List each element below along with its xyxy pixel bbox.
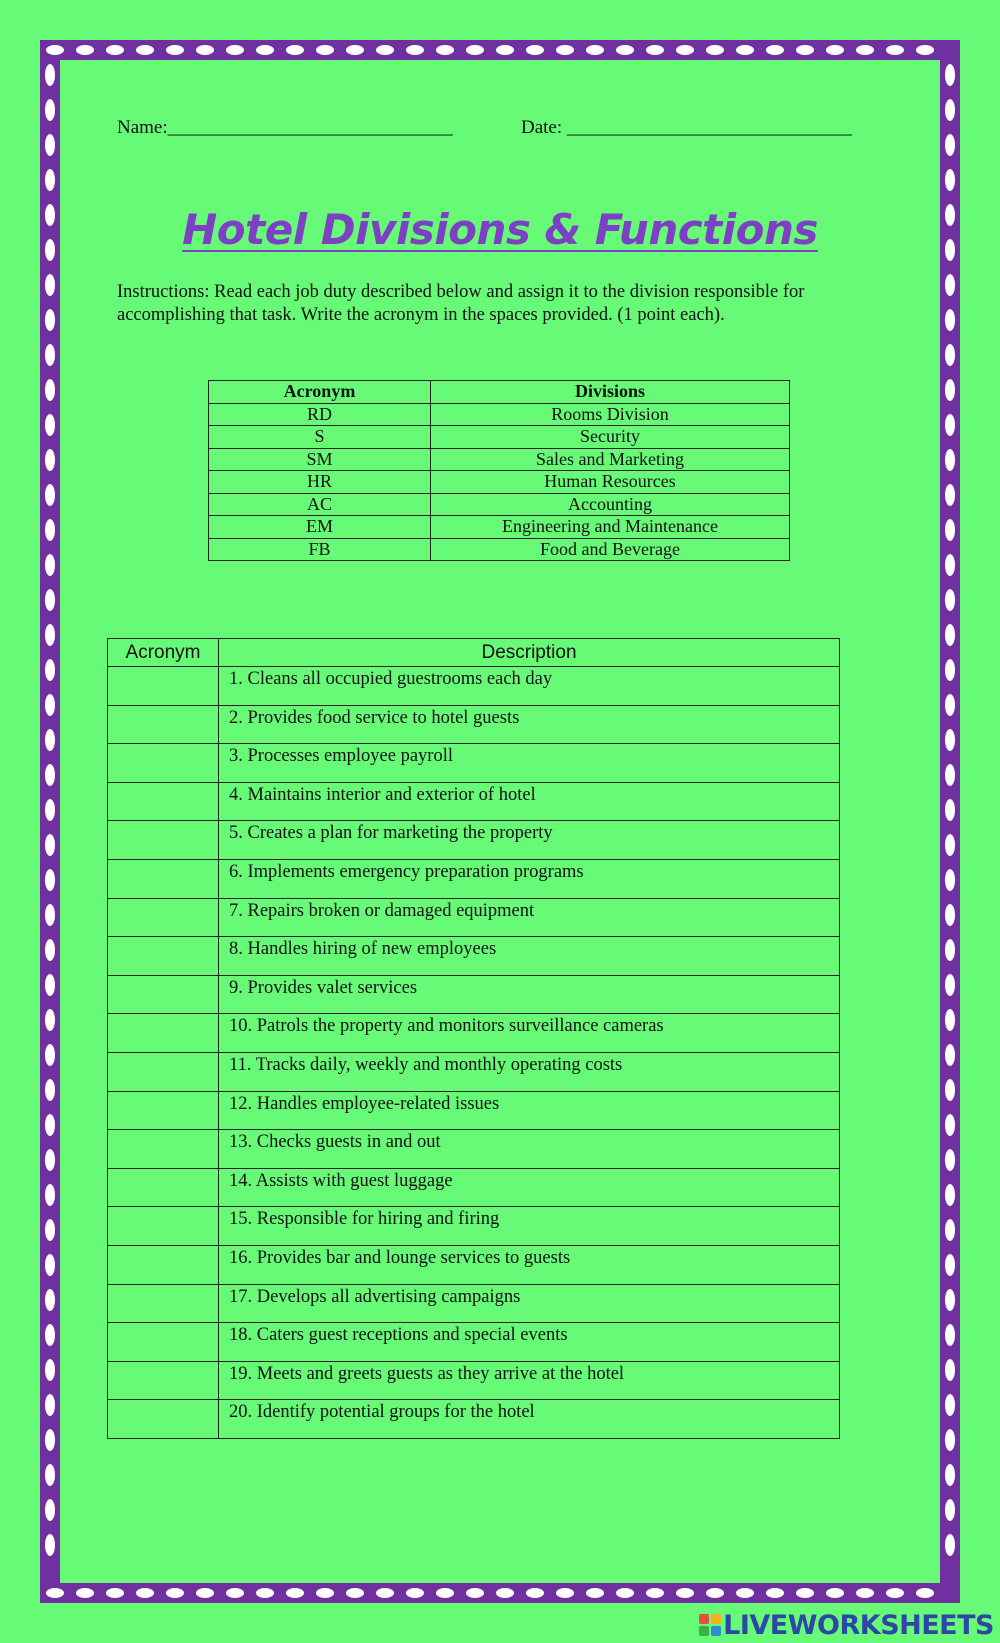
division-row — [209, 493, 790, 516]
acronym-answer-cell[interactable] — [108, 1052, 219, 1091]
divisions-header: Divisions — [431, 381, 790, 404]
border-dot — [256, 45, 274, 55]
border-dot — [886, 45, 904, 55]
border-dot — [945, 974, 955, 996]
duty-row — [108, 1245, 840, 1284]
division-row — [209, 516, 790, 539]
duty-row — [108, 667, 840, 706]
acronym-answer-cell[interactable] — [108, 1091, 219, 1130]
duty-description: 5. Creates a plan for marketing the property — [219, 821, 840, 860]
division-name: Human Resources — [431, 471, 790, 494]
duty-description: 2. Provides food service to hotel guests — [219, 705, 840, 744]
page-title: Hotel Divisions & Functions — [182, 205, 818, 254]
border-dot — [945, 1534, 955, 1556]
border-dot — [945, 64, 955, 86]
acronym-answer-cell[interactable] — [108, 1130, 219, 1169]
acronym-answer-cell[interactable] — [108, 1361, 219, 1400]
border-dot — [945, 729, 955, 751]
border-dot — [376, 1588, 394, 1598]
border-dot — [945, 834, 955, 856]
border-dot — [45, 624, 55, 646]
border-dot — [945, 134, 955, 156]
border-dot — [45, 414, 55, 436]
border-dot — [45, 1079, 55, 1101]
border-dot — [45, 1499, 55, 1521]
division-row — [209, 471, 790, 494]
duty-row — [108, 744, 840, 783]
border-dot — [45, 519, 55, 541]
division-name: Sales and Marketing — [431, 448, 790, 471]
duties-header-row — [108, 639, 840, 667]
border-dot — [706, 1588, 724, 1598]
border-dot — [945, 1219, 955, 1241]
border-dot — [616, 45, 634, 55]
duty-description: 14. Assists with guest luggage — [219, 1168, 840, 1207]
border-dot — [945, 449, 955, 471]
acronym-header: Acronym — [209, 381, 431, 404]
border-dot — [46, 45, 64, 55]
instructions-text: Instructions: Read each job duty described below and assign it to the division responsible for accomplishing that task. Write the acronym in the spaces provided. (1 point each). — [117, 282, 805, 325]
border-dot — [945, 1429, 955, 1451]
border-dot — [886, 1588, 904, 1598]
border-dot — [945, 1359, 955, 1381]
border-dot — [45, 99, 55, 121]
border-dot — [945, 1184, 955, 1206]
duty-row — [108, 821, 840, 860]
border-dot — [945, 904, 955, 926]
division-row — [209, 448, 790, 471]
border-dot — [796, 45, 814, 55]
border-dot — [436, 1588, 454, 1598]
border-dot — [736, 45, 754, 55]
border-dot — [45, 1009, 55, 1031]
division-row — [209, 403, 790, 426]
border-dot — [526, 1588, 544, 1598]
border-dot — [45, 1464, 55, 1486]
border-dot — [45, 659, 55, 681]
border-dot — [45, 554, 55, 576]
border-dot — [45, 309, 55, 331]
duty-description: 6. Implements emergency preparation programs — [219, 859, 840, 898]
duty-row — [108, 1361, 840, 1400]
division-acronym: AC — [209, 493, 431, 516]
border-dot — [856, 1588, 874, 1598]
division-name: Food and Beverage — [431, 538, 790, 561]
border-dot — [945, 1044, 955, 1066]
duty-row — [108, 1091, 840, 1130]
border-dot — [796, 1588, 814, 1598]
border-dot — [496, 1588, 514, 1598]
duty-description: 10. Patrols the property and monitors surveillance cameras — [219, 1014, 840, 1053]
border-dot — [556, 1588, 574, 1598]
acronym-answer-cell[interactable] — [108, 1400, 219, 1439]
border-dot — [646, 45, 664, 55]
acronym-answer-cell[interactable] — [108, 937, 219, 976]
duty-description: 7. Repairs broken or damaged equipment — [219, 898, 840, 937]
border-dot — [45, 379, 55, 401]
acronym-answer-cell[interactable] — [108, 1245, 219, 1284]
duty-row — [108, 1168, 840, 1207]
border-dot — [945, 1499, 955, 1521]
duty-row — [108, 859, 840, 898]
border-dot — [45, 834, 55, 856]
date-label: Date: — [521, 117, 563, 138]
border-dot — [766, 1588, 784, 1598]
border-dot — [945, 274, 955, 296]
border-dot — [316, 1588, 334, 1598]
duty-row — [108, 1323, 840, 1362]
border-dot — [166, 1588, 184, 1598]
border-dot — [586, 1588, 604, 1598]
division-acronym: SM — [209, 448, 431, 471]
division-row — [209, 538, 790, 561]
acronym-answer-cell[interactable] — [108, 1168, 219, 1207]
acronym-answer-cell[interactable] — [108, 1323, 219, 1362]
border-dot — [646, 1588, 664, 1598]
border-dot — [136, 45, 154, 55]
duty-description: 17. Develops all advertising campaigns — [219, 1284, 840, 1323]
border-dot — [945, 519, 955, 541]
border-dot — [436, 45, 454, 55]
duty-description: 9. Provides valet services — [219, 975, 840, 1014]
border-dot — [766, 45, 784, 55]
border-dot — [45, 1289, 55, 1311]
description-column-header: Description — [219, 639, 840, 667]
border-dot — [45, 729, 55, 751]
border-dot — [196, 45, 214, 55]
border-dot — [945, 1114, 955, 1136]
border-dot — [45, 694, 55, 716]
border-dot — [945, 659, 955, 681]
border-dot — [916, 45, 934, 55]
acronym-answer-cell[interactable] — [108, 1207, 219, 1246]
division-row — [209, 426, 790, 449]
acronym-answer-cell[interactable] — [108, 821, 219, 860]
border-dot — [45, 1429, 55, 1451]
duty-description: 20. Identify potential groups for the hotel — [219, 1400, 840, 1439]
border-dot — [45, 1359, 55, 1381]
border-dot — [45, 1254, 55, 1276]
duty-row — [108, 975, 840, 1014]
duty-row — [108, 1130, 840, 1169]
division-acronym: S — [209, 426, 431, 449]
border-dot — [45, 974, 55, 996]
border-dot — [45, 869, 55, 891]
duty-description: 16. Provides bar and lounge services to guests — [219, 1245, 840, 1284]
duty-row — [108, 782, 840, 821]
division-acronym: HR — [209, 471, 431, 494]
border-dot — [526, 45, 544, 55]
border-dot — [45, 904, 55, 926]
border-dot — [945, 554, 955, 576]
border-dot — [616, 1588, 634, 1598]
border-dot — [945, 939, 955, 961]
border-dot — [76, 45, 94, 55]
division-acronym: FB — [209, 538, 431, 561]
border-dot — [945, 484, 955, 506]
border-dot — [166, 45, 184, 55]
border-dot — [45, 64, 55, 86]
border-dot — [945, 1324, 955, 1346]
duty-description: 1. Cleans all occupied guestrooms each day — [219, 667, 840, 706]
watermark-text: LIVEWORKSHEETS — [723, 1610, 994, 1641]
border-dot — [945, 1254, 955, 1276]
liveworksheets-watermark — [699, 1610, 994, 1641]
border-dot — [466, 45, 484, 55]
border-dot — [45, 799, 55, 821]
duty-description: 4. Maintains interior and exterior of hotel — [219, 782, 840, 821]
acronym-answer-cell[interactable] — [108, 859, 219, 898]
acronym-answer-cell[interactable] — [108, 744, 219, 783]
border-dot — [406, 1588, 424, 1598]
border-dot — [945, 1079, 955, 1101]
border-dot — [496, 45, 514, 55]
border-dot — [45, 449, 55, 471]
border-dot — [106, 45, 124, 55]
border-dot — [45, 1184, 55, 1206]
border-dot — [945, 869, 955, 891]
border-dot — [945, 799, 955, 821]
acronym-answer-cell[interactable] — [108, 1284, 219, 1323]
border-dot — [676, 1588, 694, 1598]
border-dot — [736, 1588, 754, 1598]
border-dot — [466, 1588, 484, 1598]
border-dot — [556, 45, 574, 55]
division-name: Accounting — [431, 493, 790, 516]
border-dot — [45, 274, 55, 296]
duty-row — [108, 705, 840, 744]
division-name: Security — [431, 426, 790, 449]
border-dot — [286, 45, 304, 55]
border-dot — [45, 1044, 55, 1066]
border-dot — [256, 1588, 274, 1598]
border-dot — [45, 589, 55, 611]
duty-row — [108, 1400, 840, 1439]
border-dot — [945, 1394, 955, 1416]
border-dot — [45, 1114, 55, 1136]
border-dot — [945, 694, 955, 716]
border-dot — [945, 1289, 955, 1311]
duty-description: 12. Handles employee-related issues — [219, 1091, 840, 1130]
date-line: ______________________________ — [566, 117, 852, 138]
border-dot — [826, 45, 844, 55]
border-dot — [346, 45, 364, 55]
border-dot — [45, 169, 55, 191]
border-dot — [945, 379, 955, 401]
duty-description: 11. Tracks daily, weekly and monthly operating costs — [219, 1052, 840, 1091]
border-dot — [106, 1588, 124, 1598]
border-dot — [45, 344, 55, 366]
border-dot — [856, 45, 874, 55]
border-dot — [676, 45, 694, 55]
border-dot — [136, 1588, 154, 1598]
border-dot — [916, 1588, 934, 1598]
border-dot — [945, 344, 955, 366]
duty-description: 18. Caters guest receptions and special events — [219, 1323, 840, 1362]
border-dot — [196, 1588, 214, 1598]
duty-row — [108, 1207, 840, 1246]
border-dot — [945, 624, 955, 646]
border-dot — [45, 1534, 55, 1556]
border-dot — [945, 1464, 955, 1486]
name-line: ______________________________ — [167, 117, 453, 138]
duty-row — [108, 937, 840, 976]
border-dot — [945, 414, 955, 436]
border-dot — [316, 45, 334, 55]
border-dot — [45, 939, 55, 961]
border-dot — [706, 45, 724, 55]
border-dot — [45, 1149, 55, 1171]
border-dot — [45, 134, 55, 156]
border-dot — [945, 1009, 955, 1031]
border-dot — [76, 1588, 94, 1598]
border-dot — [945, 169, 955, 191]
border-dot — [286, 1588, 304, 1598]
divisions-table — [208, 380, 790, 561]
acronym-answer-cell[interactable] — [108, 667, 219, 706]
duty-description: 13. Checks guests in and out — [219, 1130, 840, 1169]
date-field — [521, 117, 852, 139]
acronym-answer-cell[interactable] — [108, 705, 219, 744]
border-dot — [406, 45, 424, 55]
acronym-answer-cell[interactable] — [108, 975, 219, 1014]
border-dot — [46, 1588, 64, 1598]
duty-row — [108, 1014, 840, 1053]
border-dot — [226, 1588, 244, 1598]
border-dot — [346, 1588, 364, 1598]
duty-row — [108, 898, 840, 937]
division-acronym: RD — [209, 403, 431, 426]
border-dot — [586, 45, 604, 55]
border-dot — [45, 484, 55, 506]
duty-description: 3. Processes employee payroll — [219, 744, 840, 783]
border-dot — [376, 45, 394, 55]
duty-description: 15. Responsible for hiring and firing — [219, 1207, 840, 1246]
acronym-answer-cell[interactable] — [108, 1014, 219, 1053]
border-dot — [945, 589, 955, 611]
division-name: Engineering and Maintenance — [431, 516, 790, 539]
division-acronym: EM — [209, 516, 431, 539]
division-name: Rooms Division — [431, 403, 790, 426]
border-dot — [45, 764, 55, 786]
acronym-column-header: Acronym — [108, 639, 219, 667]
border-dot — [945, 764, 955, 786]
border-dot — [945, 99, 955, 121]
acronym-answer-cell[interactable] — [108, 782, 219, 821]
duty-row — [108, 1052, 840, 1091]
duty-description: 8. Handles hiring of new employees — [219, 937, 840, 976]
border-dot — [45, 1219, 55, 1241]
name-label: Name: — [117, 117, 168, 138]
liveworksheets-logo-icon — [699, 1614, 721, 1636]
acronym-answer-cell[interactable] — [108, 898, 219, 937]
border-dot — [45, 1394, 55, 1416]
duties-table — [107, 638, 840, 1439]
border-dot — [945, 1149, 955, 1171]
name-field — [117, 117, 453, 139]
border-dot — [45, 1324, 55, 1346]
border-dot — [226, 45, 244, 55]
border-dot — [826, 1588, 844, 1598]
divisions-header-row — [209, 381, 790, 404]
border-dot — [945, 309, 955, 331]
duty-description: 19. Meets and greets guests as they arrive at the hotel — [219, 1361, 840, 1400]
duty-row — [108, 1284, 840, 1323]
